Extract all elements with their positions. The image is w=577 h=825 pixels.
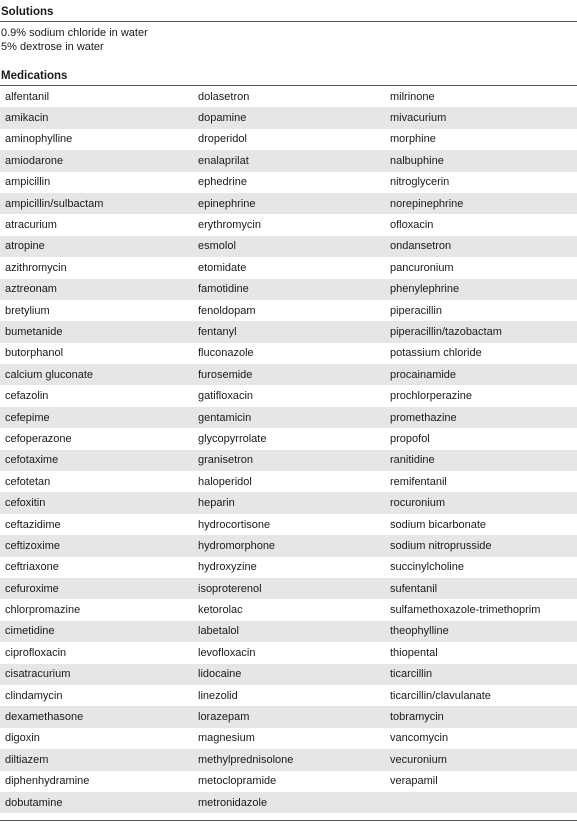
medication-cell: cefazolin — [5, 390, 49, 403]
table-row — [0, 364, 577, 385]
medication-cell: gatifloxacin — [198, 390, 254, 403]
medication-cell: procainamide — [385, 364, 577, 385]
table-row — [0, 257, 577, 278]
table-row — [0, 407, 577, 428]
medication-cell: ranitidine — [385, 450, 577, 471]
medication-cell: etomidate — [198, 261, 247, 274]
medication-cell: lidocaine — [193, 664, 385, 685]
medication-cell: piperacillin — [390, 304, 442, 317]
medication-cell: granisetron — [193, 450, 385, 471]
medication-cell: atracurium — [5, 219, 57, 232]
medication-cell: piperacillin/tazobactam — [385, 321, 577, 342]
medication-cell: lorazepam — [193, 706, 385, 727]
medication-cell: cimetidine — [0, 621, 193, 642]
medication-cell: ampicillin/sulbactam — [0, 193, 193, 214]
medication-cell: azithromycin — [5, 261, 67, 274]
medication-cell: furosemide — [193, 364, 385, 385]
medication-cell: milrinone — [390, 90, 435, 103]
medication-cell: fenoldopam — [198, 304, 256, 317]
medication-cell: aztreonam — [0, 279, 193, 300]
medication-cell: clindamycin — [5, 689, 63, 702]
medication-cell: gentamicin — [193, 407, 385, 428]
medication-cell: mivacurium — [385, 107, 577, 128]
medication-cell: sodium bicarbonate — [390, 518, 487, 531]
medication-cell: cefuroxime — [0, 578, 193, 599]
table-row — [0, 321, 577, 342]
medication-cell: vecuronium — [385, 749, 577, 770]
medication-cell: dolasetron — [198, 90, 250, 103]
solutions-rule — [0, 21, 577, 22]
medication-cell: potassium chloride — [390, 347, 482, 360]
table-row — [0, 193, 577, 214]
medication-cell: pancuronium — [390, 261, 454, 274]
medications-table — [0, 86, 577, 813]
medication-cell: morphine — [390, 133, 436, 146]
medication-cell: remifentanil — [390, 475, 447, 488]
medication-cell: levofloxacin — [198, 646, 256, 659]
table-row — [0, 107, 577, 128]
medication-cell: epinephrine — [193, 193, 385, 214]
medication-cell: amikacin — [0, 107, 193, 128]
medication-cell: nitroglycerin — [390, 176, 450, 189]
medication-cell: diltiazem — [0, 749, 193, 770]
medication-cell: ampicillin — [5, 176, 51, 189]
medication-cell: verapamil — [390, 775, 438, 788]
medication-cell: aminophylline — [5, 133, 73, 146]
table-row — [0, 300, 577, 321]
medication-cell: ceftizoxime — [0, 535, 193, 556]
medication-cell: ticarcillin/clavulanate — [390, 689, 491, 702]
medication-cell: magnesium — [198, 732, 255, 745]
medication-cell: dopamine — [193, 107, 385, 128]
table-row — [0, 578, 577, 599]
medication-cell: heparin — [193, 492, 385, 513]
medication-cell: amiodarone — [0, 150, 193, 171]
table-row — [0, 492, 577, 513]
table-row — [0, 150, 577, 171]
table-row — [0, 385, 577, 406]
table-row — [0, 535, 577, 556]
medication-cell: norepinephrine — [385, 193, 577, 214]
medication-cell: ceftazidime — [5, 518, 61, 531]
table-row — [0, 86, 577, 107]
medication-cell: ketorolac — [198, 604, 243, 617]
medication-cell: alfentanil — [5, 90, 50, 103]
medication-cell: propofol — [390, 432, 430, 445]
medication-cell: cefoxitin — [0, 492, 193, 513]
medication-cell: vancomycin — [390, 732, 449, 745]
table-row — [0, 771, 577, 792]
medication-cell: phenylephrine — [385, 279, 577, 300]
medication-cell: dobutamine — [0, 792, 193, 813]
medication-cell: hydrocortisone — [198, 518, 271, 531]
medication-cell: bretylium — [5, 304, 50, 317]
medication-cell: cefepime — [0, 407, 193, 428]
medication-cell: thiopental — [390, 646, 438, 659]
medication-cell: metoclopramide — [198, 775, 277, 788]
table-row — [0, 642, 577, 663]
solution-item: 0.9% sodium chloride in water — [1, 27, 148, 39]
medication-cell: succinylcholine — [390, 561, 464, 574]
medication-cell: cefoperazone — [5, 432, 72, 445]
medication-cell: digoxin — [5, 732, 40, 745]
table-row — [0, 728, 577, 749]
medication-cell: cefotetan — [5, 475, 51, 488]
medication-cell: promethazine — [385, 407, 577, 428]
medication-cell: hydromorphone — [193, 535, 385, 556]
medication-cell: cisatracurium — [0, 664, 193, 685]
table-row — [0, 664, 577, 685]
medication-cell: ceftriaxone — [5, 561, 59, 574]
table-row — [0, 172, 577, 193]
medication-cell — [385, 792, 577, 813]
solutions-heading: Solutions — [1, 6, 54, 18]
medication-cell: atropine — [0, 236, 193, 257]
medication-cell: erythromycin — [198, 219, 261, 232]
medication-cell: fentanyl — [193, 321, 385, 342]
table-row — [0, 599, 577, 620]
table-row — [0, 749, 577, 770]
medication-cell: enalaprilat — [193, 150, 385, 171]
medication-cell: glycopyrrolate — [198, 432, 267, 445]
table-row — [0, 450, 577, 471]
table-row — [0, 792, 577, 813]
table-row — [0, 236, 577, 257]
medication-cell: sulfamethoxazole-trimethoprim — [390, 604, 541, 617]
table-row — [0, 343, 577, 364]
table-row — [0, 129, 577, 150]
medication-cell: butorphanol — [5, 347, 64, 360]
medication-cell: theophylline — [385, 621, 577, 642]
medication-cell: tobramycin — [385, 706, 577, 727]
medication-cell: isoproterenol — [193, 578, 385, 599]
bottom-rule — [0, 820, 577, 821]
medication-cell: sodium nitroprusside — [385, 535, 577, 556]
medication-cell: droperidol — [198, 133, 247, 146]
table-row — [0, 471, 577, 492]
medication-cell: prochlorperazine — [390, 390, 472, 403]
medication-cell: diphenhydramine — [5, 775, 90, 788]
medication-cell: metronidazole — [193, 792, 385, 813]
medication-cell: ofloxacin — [390, 219, 434, 232]
table-row — [0, 279, 577, 300]
medication-cell: ondansetron — [385, 236, 577, 257]
solution-item: 5% dextrose in water — [1, 41, 104, 53]
medication-cell: cefotaxime — [0, 450, 193, 471]
table-row — [0, 706, 577, 727]
medication-cell: calcium gluconate — [0, 364, 193, 385]
medication-cell: ciprofloxacin — [5, 646, 67, 659]
table-row — [0, 214, 577, 235]
table-row — [0, 557, 577, 578]
medication-cell: ticarcillin — [385, 664, 577, 685]
table-row — [0, 621, 577, 642]
medication-cell: famotidine — [193, 279, 385, 300]
medication-cell: dexamethasone — [0, 706, 193, 727]
medications-heading: Medications — [1, 70, 68, 82]
medication-cell: bumetanide — [0, 321, 193, 342]
medication-cell: fluconazole — [198, 347, 254, 360]
medication-cell: labetalol — [193, 621, 385, 642]
medication-cell: methylprednisolone — [193, 749, 385, 770]
medication-cell: sufentanil — [385, 578, 577, 599]
medication-cell: hydroxyzine — [198, 561, 257, 574]
medication-cell: haloperidol — [198, 475, 252, 488]
medication-cell: linezolid — [198, 689, 238, 702]
medication-cell: nalbuphine — [385, 150, 577, 171]
medication-cell: ephedrine — [198, 176, 247, 189]
medication-cell: chlorpromazine — [5, 604, 81, 617]
table-row — [0, 428, 577, 449]
medication-cell: rocuronium — [385, 492, 577, 513]
table-row — [0, 685, 577, 706]
medication-cell: esmolol — [193, 236, 385, 257]
table-row — [0, 514, 577, 535]
